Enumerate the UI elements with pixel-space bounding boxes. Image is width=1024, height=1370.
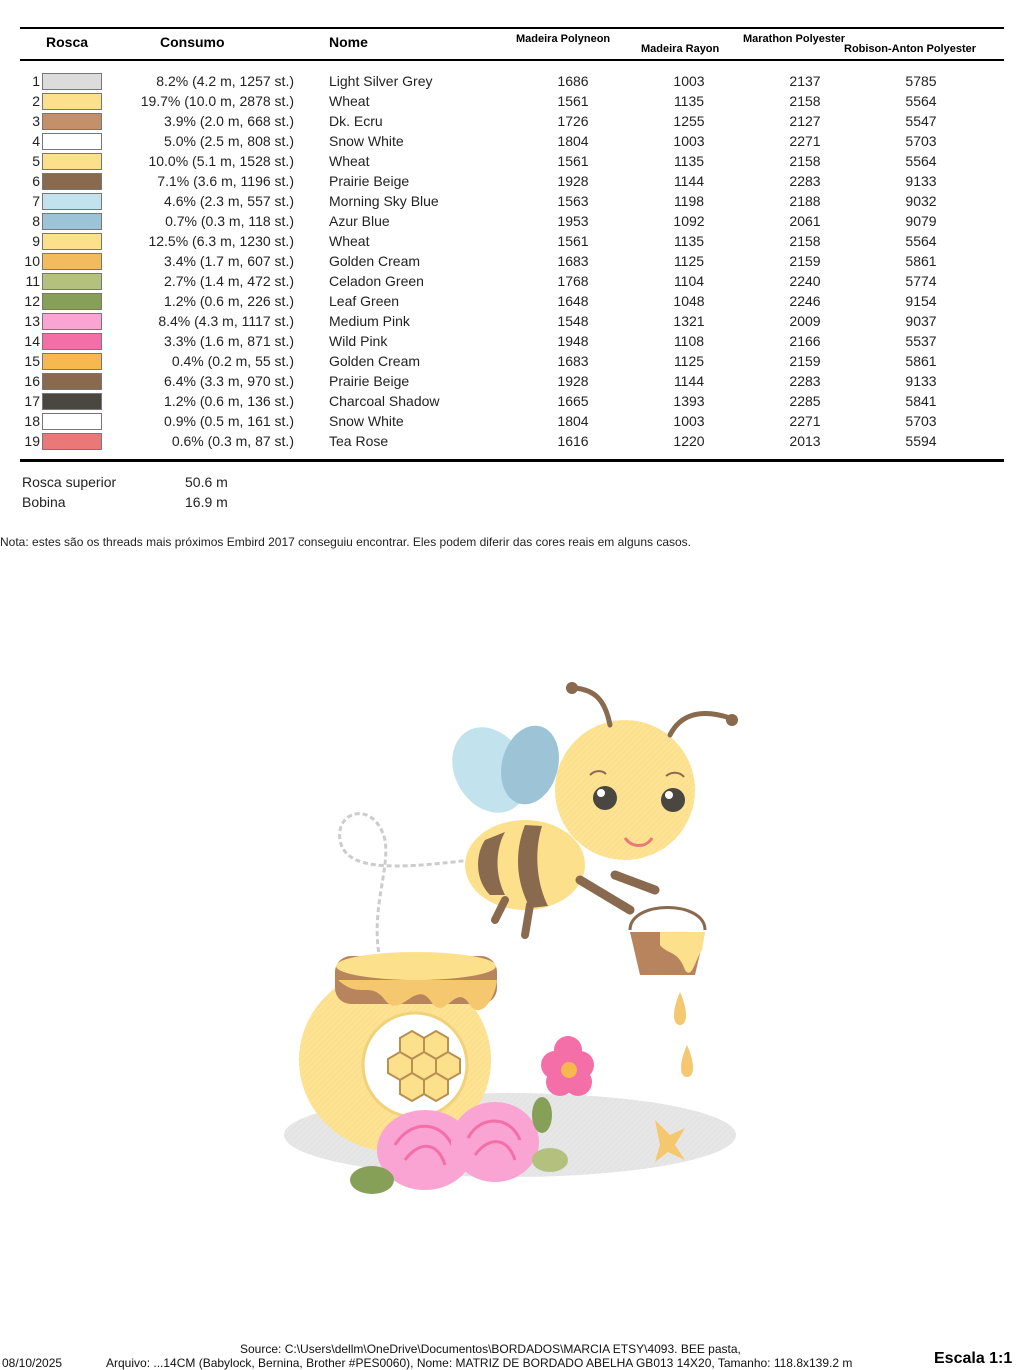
thread-number: 8 xyxy=(32,213,40,229)
bee-eye xyxy=(661,788,685,812)
bobina-value: 16.9 m xyxy=(185,494,228,510)
color-swatch xyxy=(42,433,102,450)
table-row xyxy=(0,72,1024,92)
bottom-rule xyxy=(20,459,1004,462)
thread-number: 5 xyxy=(32,153,40,169)
marathon-polyester-code: 2159 xyxy=(789,253,821,269)
madeira-polyneon-code: 1686 xyxy=(557,73,589,89)
thread-name: Charcoal Shadow xyxy=(329,393,440,409)
madeira-rayon-code: 1003 xyxy=(673,133,705,149)
marathon-polyester-code: 2159 xyxy=(789,353,821,369)
table-row xyxy=(0,272,1024,292)
marathon-polyester-code: 2009 xyxy=(789,313,821,329)
thread-name: Wheat xyxy=(329,233,370,249)
table-row xyxy=(0,312,1024,332)
thread-consumption: 0.9% (0.5 m, 161 st.) xyxy=(164,413,294,429)
madeira-rayon-code: 1393 xyxy=(673,393,705,409)
thread-consumption: 0.7% (0.3 m, 118 st.) xyxy=(165,213,294,229)
madeira-polyneon-code: 1726 xyxy=(557,113,589,129)
robison-anton-code: 5774 xyxy=(905,273,937,289)
thread-consumption: 5.0% (2.5 m, 808 st.) xyxy=(164,133,294,149)
color-swatch xyxy=(42,333,102,350)
table-row xyxy=(0,172,1024,192)
thread-number: 1 xyxy=(32,73,40,89)
thread-number: 16 xyxy=(24,373,40,389)
madeira-polyneon-code: 1561 xyxy=(557,93,589,109)
thread-name: Wheat xyxy=(329,153,370,169)
thread-consumption: 4.6% (2.3 m, 557 st.) xyxy=(164,193,294,209)
robison-anton-code: 5564 xyxy=(905,93,937,109)
thread-name: Celadon Green xyxy=(329,273,424,289)
note-text: Nota: estes são os threads mais próximos Embird 2017 conseguiu encontrar. Eles podem diferir das cores reais em alguns casos. xyxy=(0,535,692,549)
madeira-rayon-code: 1104 xyxy=(673,273,705,289)
color-swatch xyxy=(42,413,102,430)
marathon-polyester-code: 2283 xyxy=(789,173,821,189)
madeira-rayon-code: 1321 xyxy=(673,313,705,329)
header-consumo: Consumo xyxy=(160,34,225,50)
robison-anton-code: 9154 xyxy=(905,293,937,309)
thread-name: Golden Cream xyxy=(329,353,421,369)
thread-number: 9 xyxy=(32,233,40,249)
madeira-polyneon-code: 1563 xyxy=(557,193,589,209)
thread-consumption: 1.2% (0.6 m, 136 st.) xyxy=(164,393,294,409)
thread-name: Leaf Green xyxy=(329,293,400,309)
madeira-polyneon-code: 1683 xyxy=(557,253,589,269)
bee-antenna xyxy=(670,713,730,735)
color-swatch xyxy=(42,133,102,150)
thread-consumption: 10.0% (5.1 m, 1528 st.) xyxy=(148,153,294,169)
header-madeira-rayon: Madeira Rayon xyxy=(641,43,720,55)
table-row xyxy=(0,232,1024,252)
color-swatch xyxy=(42,293,102,310)
madeira-rayon-code: 1092 xyxy=(673,213,705,229)
thread-consumption: 12.5% (6.3 m, 1230 st.) xyxy=(148,233,294,249)
madeira-polyneon-code: 1616 xyxy=(557,433,589,449)
robison-anton-code: 5841 xyxy=(905,393,937,409)
header-nome: Nome xyxy=(329,34,368,50)
footer-scale: Escala 1:1 xyxy=(934,1350,1013,1367)
top-rule xyxy=(20,27,1004,29)
madeira-polyneon-code: 1948 xyxy=(557,333,589,349)
madeira-polyneon-code: 1953 xyxy=(557,213,589,229)
color-swatch xyxy=(42,113,102,130)
marathon-polyester-code: 2158 xyxy=(789,93,821,109)
thread-name: Azur Blue xyxy=(329,213,390,229)
thread-consumption: 0.6% (0.3 m, 87 st.) xyxy=(171,433,294,449)
marathon-polyester-code: 2285 xyxy=(789,393,821,409)
small-flower xyxy=(541,1036,594,1096)
thread-name: Light Silver Grey xyxy=(329,73,433,89)
madeira-polyneon-code: 1804 xyxy=(557,133,589,149)
madeira-rayon-code: 1198 xyxy=(673,193,705,209)
table-row xyxy=(0,252,1024,272)
robison-anton-code: 5594 xyxy=(905,433,937,449)
color-swatch xyxy=(42,93,102,110)
robison-anton-code: 9032 xyxy=(905,193,937,209)
honey-trail-line xyxy=(340,814,470,960)
robison-anton-code: 5564 xyxy=(905,233,937,249)
madeira-polyneon-code: 1561 xyxy=(557,233,589,249)
rosca-superior-label: Rosca superior xyxy=(22,474,117,490)
table-row xyxy=(0,332,1024,352)
table-row xyxy=(0,372,1024,392)
thread-consumption: 2.7% (1.4 m, 472 st.) xyxy=(164,273,294,289)
thread-name: Golden Cream xyxy=(329,253,421,269)
madeira-polyneon-code: 1648 xyxy=(557,293,589,309)
robison-anton-code: 5537 xyxy=(905,333,937,349)
robison-anton-code: 5703 xyxy=(905,133,937,149)
thread-consumption: 8.4% (4.3 m, 1117 st.) xyxy=(158,313,294,329)
madeira-polyneon-code: 1683 xyxy=(557,353,589,369)
robison-anton-code: 9079 xyxy=(905,213,937,229)
thread-name: Snow White xyxy=(329,133,404,149)
thread-consumption: 7.1% (3.6 m, 1196 st.) xyxy=(157,173,294,189)
madeira-polyneon-code: 1768 xyxy=(557,273,589,289)
thread-consumption: 1.2% (0.6 m, 226 st.) xyxy=(164,293,294,309)
robison-anton-code: 9133 xyxy=(905,173,937,189)
color-swatch xyxy=(42,353,102,370)
thread-number: 6 xyxy=(32,173,40,189)
thread-number: 18 xyxy=(24,413,40,429)
color-swatch xyxy=(42,193,102,210)
madeira-rayon-code: 1108 xyxy=(673,333,705,349)
color-swatch xyxy=(42,313,102,330)
header-marathon-polyester: Marathon Polyester xyxy=(743,33,846,45)
color-swatch xyxy=(42,173,102,190)
thread-name: Snow White xyxy=(329,413,404,429)
rose-right xyxy=(451,1102,539,1182)
table-row xyxy=(0,292,1024,312)
madeira-polyneon-code: 1928 xyxy=(557,373,589,389)
thread-number: 14 xyxy=(24,333,40,349)
thread-number: 13 xyxy=(24,313,40,329)
thread-number: 7 xyxy=(32,193,40,209)
table-row xyxy=(0,192,1024,212)
table-row xyxy=(0,392,1024,412)
thread-consumption: 0.4% (0.2 m, 55 st.) xyxy=(171,353,294,369)
bee-honey-embroidery-design xyxy=(280,680,750,1220)
leaf xyxy=(350,1166,394,1194)
marathon-polyester-code: 2283 xyxy=(789,373,821,389)
madeira-rayon-code: 1144 xyxy=(673,373,705,389)
rosca-superior-value: 50.6 m xyxy=(185,474,228,490)
madeira-rayon-code: 1003 xyxy=(673,413,705,429)
marathon-polyester-code: 2246 xyxy=(789,293,821,309)
robison-anton-code: 9037 xyxy=(905,313,937,329)
color-swatch xyxy=(42,393,102,410)
bobina-label: Bobina xyxy=(22,494,66,510)
table-row xyxy=(0,132,1024,152)
madeira-polyneon-code: 1548 xyxy=(557,313,589,329)
marathon-polyester-code: 2240 xyxy=(789,273,821,289)
robison-anton-code: 9133 xyxy=(905,373,937,389)
marathon-polyester-code: 2188 xyxy=(789,193,821,209)
thread-number: 2 xyxy=(32,93,40,109)
table-row xyxy=(0,212,1024,232)
thread-name: Wild Pink xyxy=(329,333,388,349)
madeira-rayon-code: 1135 xyxy=(673,233,705,249)
madeira-polyneon-code: 1665 xyxy=(557,393,589,409)
thread-name: Dk. Ecru xyxy=(329,113,383,129)
leaf xyxy=(532,1097,552,1133)
robison-anton-code: 5547 xyxy=(905,113,937,129)
thread-name: Morning Sky Blue xyxy=(329,193,439,209)
robison-anton-code: 5861 xyxy=(905,253,937,269)
madeira-rayon-code: 1255 xyxy=(673,113,705,129)
robison-anton-code: 5564 xyxy=(905,153,937,169)
thread-name: Wheat xyxy=(329,93,370,109)
thread-number: 3 xyxy=(32,113,40,129)
madeira-rayon-code: 1135 xyxy=(673,93,705,109)
color-swatch xyxy=(42,273,102,290)
marathon-polyester-code: 2271 xyxy=(789,413,821,429)
marathon-polyester-code: 2158 xyxy=(789,153,821,169)
robison-anton-code: 5785 xyxy=(905,73,937,89)
thread-consumption: 6.4% (3.3 m, 970 st.) xyxy=(164,373,294,389)
madeira-rayon-code: 1135 xyxy=(673,153,705,169)
table-row xyxy=(0,412,1024,432)
marathon-polyester-code: 2137 xyxy=(789,73,821,89)
thread-consumption: 19.7% (10.0 m, 2878 st.) xyxy=(140,93,294,109)
color-swatch xyxy=(42,233,102,250)
marathon-polyester-code: 2061 xyxy=(789,213,821,229)
thread-name: Prairie Beige xyxy=(329,173,410,189)
footer-date: 08/10/2025 xyxy=(2,1356,63,1370)
table-row xyxy=(0,352,1024,372)
footer-source: Source: C:\Users\dellm\OneDrive\Documentos\BORDADOS\MARCIA ETSY\4093. BEE pasta, xyxy=(240,1342,741,1356)
robison-anton-code: 5703 xyxy=(905,413,937,429)
color-swatch xyxy=(42,213,102,230)
madeira-polyneon-code: 1561 xyxy=(557,153,589,169)
madeira-rayon-code: 1220 xyxy=(673,433,705,449)
marathon-polyester-code: 2271 xyxy=(789,133,821,149)
marathon-polyester-code: 2158 xyxy=(789,233,821,249)
thread-consumption: 8.2% (4.2 m, 1257 st.) xyxy=(156,73,294,89)
thread-name: Tea Rose xyxy=(329,433,389,449)
thread-number: 10 xyxy=(24,253,40,269)
footer-arquivo: Arquivo: ...14CM (Babylock, Bernina, Brother #PES0060), Nome: MATRIZ DE BORDADO ABELHA GB013 14X20, Tamanho: 118.8x139.2 m xyxy=(106,1356,853,1370)
madeira-rayon-code: 1144 xyxy=(673,173,705,189)
madeira-rayon-code: 1048 xyxy=(673,293,705,309)
thread-number: 15 xyxy=(24,353,40,369)
header-robison-anton: Robison-Anton Polyester xyxy=(844,43,977,55)
color-swatch xyxy=(42,253,102,270)
thread-number: 17 xyxy=(24,393,40,409)
thread-name: Medium Pink xyxy=(329,313,410,329)
bee-arm xyxy=(615,875,655,890)
madeira-rayon-code: 1125 xyxy=(673,353,705,369)
thread-number: 19 xyxy=(24,433,40,449)
thread-consumption: 3.3% (1.6 m, 871 st.) xyxy=(164,333,294,349)
marathon-polyester-code: 2127 xyxy=(789,113,821,129)
header-rule xyxy=(20,59,1004,61)
madeira-rayon-code: 1125 xyxy=(673,253,705,269)
header-madeira-polyneon: Madeira Polyneon xyxy=(516,33,611,45)
bee-leg xyxy=(525,905,530,935)
honey-drop xyxy=(674,992,686,1025)
table-row xyxy=(0,432,1024,452)
thread-number: 12 xyxy=(24,293,40,309)
color-swatch xyxy=(42,153,102,170)
color-swatch xyxy=(42,373,102,390)
madeira-polyneon-code: 1804 xyxy=(557,413,589,429)
marathon-polyester-code: 2013 xyxy=(789,433,821,449)
header-rosca: Rosca xyxy=(46,34,89,50)
madeira-polyneon-code: 1928 xyxy=(557,173,589,189)
thread-consumption: 3.9% (2.0 m, 668 st.) xyxy=(164,113,294,129)
thread-number: 4 xyxy=(32,133,40,149)
table-row xyxy=(0,92,1024,112)
table-row xyxy=(0,152,1024,172)
bee-eye xyxy=(593,786,617,810)
robison-anton-code: 5861 xyxy=(905,353,937,369)
thread-name: Prairie Beige xyxy=(329,373,410,389)
thread-number: 11 xyxy=(25,273,40,289)
leaf xyxy=(532,1148,568,1172)
marathon-polyester-code: 2166 xyxy=(789,333,821,349)
table-row xyxy=(0,112,1024,132)
honey-drop xyxy=(681,1045,693,1077)
madeira-rayon-code: 1003 xyxy=(673,73,705,89)
color-swatch xyxy=(42,73,102,90)
bee-arm xyxy=(580,880,630,910)
bee-antenna xyxy=(575,688,610,725)
thread-consumption: 3.4% (1.7 m, 607 st.) xyxy=(164,253,294,269)
